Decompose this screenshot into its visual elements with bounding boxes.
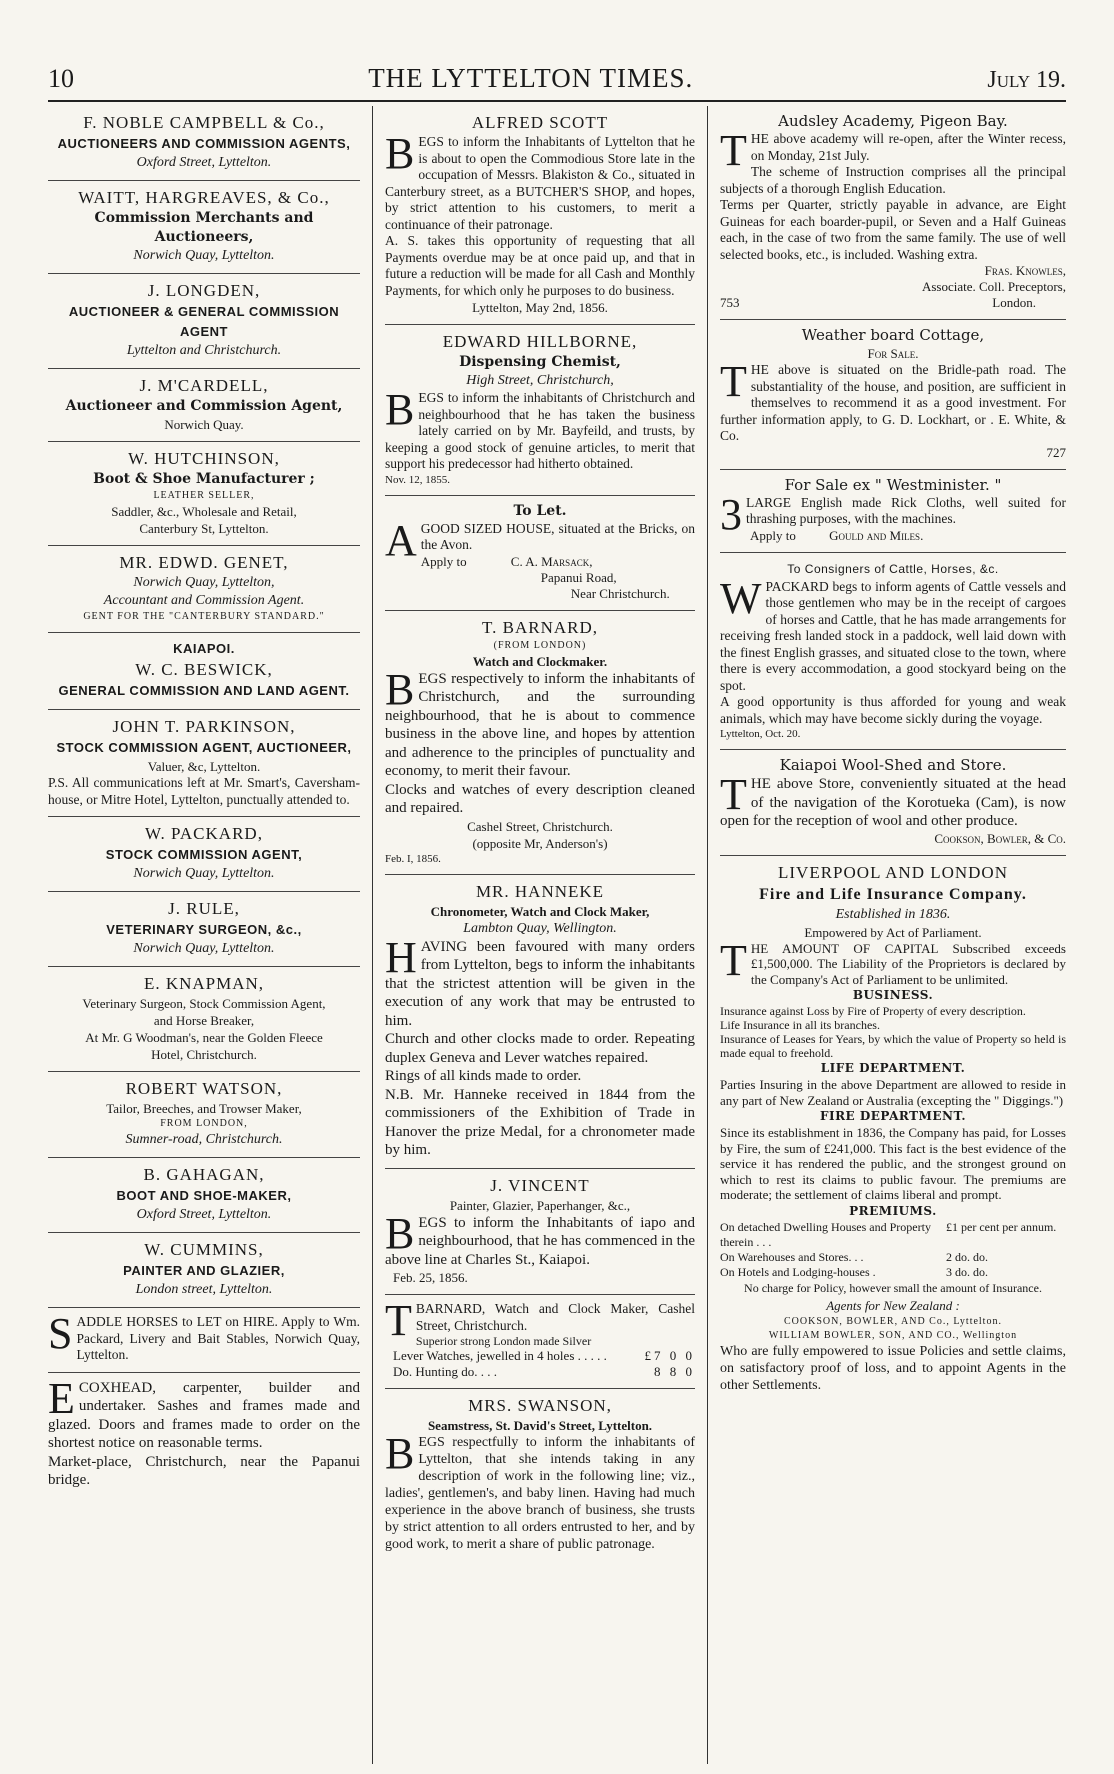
- section-heading: FIRE DEPARTMENT.: [819, 1109, 967, 1123]
- ad-trade: VETERINARY SURGEON, &c.,: [106, 922, 302, 937]
- ad-address: Canterbury St, Lyttelton.: [139, 521, 269, 536]
- drop-cap: T: [385, 1296, 412, 1345]
- ad-name: J. M'CARDELL,: [139, 376, 269, 395]
- page-number: 10: [48, 64, 74, 93]
- column-2: [373, 106, 708, 1764]
- ad-address: Norwich Quay, Lyttelton,: [133, 575, 275, 590]
- ad-body: Since its establishment in 1836, the Company has paid, for Losses by Fire, the sum of £241,000. This fact is the best evidence of the service it has rendered the public, and the strongest ground on which to rest its claims to public favour. The premiums are moderate; the settlement of claims liberal and prompt.: [720, 1125, 1066, 1202]
- ad-cottage: [720, 320, 1066, 470]
- ad-name: F. NOBLE CAMPBELL & Co.,: [83, 113, 325, 132]
- ad-address: Sumner-road, Christchurch.: [125, 1132, 283, 1147]
- price-value: £7 0 0: [644, 1348, 695, 1363]
- ad-body: Insurance against Loss by Fire of Property of every description.: [720, 1004, 1026, 1018]
- price-item: Lever Watches, jewelled in 4 holes . . . . .: [393, 1348, 607, 1363]
- ad-line: Empowered by Act of Parliament.: [804, 924, 982, 940]
- ad-address: London street, Lyttelton.: [135, 1282, 273, 1297]
- ad-name: WAITT, HARGREAVES, & Co.,: [78, 188, 330, 207]
- ad-date: Feb. 25, 1856.: [393, 1270, 468, 1285]
- ad-name: ROBERT WATSON,: [125, 1079, 283, 1098]
- ad-agents-title: Agents for New Zealand :: [826, 1297, 960, 1313]
- ad-contact-line: Gould and Miles.: [829, 527, 924, 543]
- ad-address: High Street, Christchurch,: [466, 373, 614, 388]
- ad-name: JOHN T. PARKINSON,: [112, 717, 296, 736]
- section-heading: BUSINESS.: [852, 988, 934, 1002]
- ad-insurance: [720, 856, 1066, 1402]
- ad-body: The scheme of Instruction comprises all the principal subjects of a thorough English Education.: [720, 164, 1066, 196]
- ad-name: J. VINCENT: [490, 1175, 590, 1195]
- premium-row: [720, 1265, 1066, 1280]
- ad-name: E. KNAPMAN,: [143, 974, 265, 993]
- ad-date: Lyttelton, May 2nd, 1856.: [472, 300, 608, 315]
- ad-address: Norwich Quay, Lyttelton.: [133, 941, 275, 956]
- ad-contact-line: Near Christchurch.: [570, 585, 670, 601]
- ad-signature: Fras. Knowles,: [984, 263, 1066, 278]
- drop-cap: T: [720, 126, 747, 175]
- drop-cap: W: [720, 573, 762, 623]
- ad-trade: GENERAL COMMISSION AND LAND AGENT.: [58, 683, 350, 698]
- ad-barnard: [385, 611, 695, 875]
- ad-number: 753: [720, 295, 740, 310]
- ad-trade: Chronometer, Watch and Clock Maker,: [430, 903, 650, 919]
- ad-agent: WILLIAM BOWLER, SON, AND CO., Wellington: [768, 1329, 1018, 1341]
- ad-signature: London.: [992, 295, 1036, 310]
- premium-row: [720, 1220, 1066, 1250]
- ad-name: W. HUTCHINSON,: [128, 449, 280, 468]
- ad-woolshed: [720, 750, 1066, 856]
- ad-trade: Accountant and Commission Agent.: [103, 593, 305, 608]
- ad-address: Oxford Street, Lyttelton.: [136, 155, 272, 170]
- ad-body: Insurance of Leases for Years, by which the value of Property so held is made equal to freehold.: [720, 1032, 1066, 1060]
- ad-subtitle: For Sale.: [867, 346, 919, 361]
- price-row: [385, 1364, 695, 1380]
- ad-title: To Consigners of Cattle, Horses, &c.: [787, 561, 999, 576]
- ad-agent: COOKSON, BOWLER, AND Co., Lyttelton.: [784, 1315, 1002, 1327]
- ad-rule: [48, 892, 360, 967]
- ad-body: A. S. takes this opportunity of requesting that all Payments overdue may be at once paid up, and that in future a reduction will be made for all Cash and Monthly Payments, for which only he purposes to do business.: [385, 233, 695, 298]
- ad-waitt: [48, 181, 360, 274]
- ad-contact: [421, 554, 695, 602]
- ad-to-let: [385, 496, 695, 611]
- ad-line: No charge for Policy, however small the amount of Insurance.: [744, 1280, 1042, 1295]
- ad-body: HE AMOUNT OF CAPITAL Subscribed exceeds £1,500,000. The Liability of the Proprietors is declared by the Company's Act of Parliament to be unlimited.: [750, 940, 1066, 987]
- ad-body: A good opportunity is thus afforded for young and weak animals, which may have become sickly during the voyage.: [720, 694, 1066, 726]
- ad-body: Parties Insuring in the above Department are allowed to reside in any part of New Zealand or Australia (excepting the " Diggings."): [720, 1077, 1066, 1108]
- ad-cummins: [48, 1233, 360, 1308]
- ad-trade: STOCK COMMISSION AGENT,: [105, 847, 303, 862]
- masthead-rule: [48, 100, 1066, 102]
- ad-body: COXHEAD, carpenter, builder and undertaker. Sashes and frames made and glazed. Doors and frames made to order on the shortest notice on reasonable terms.: [48, 1379, 360, 1451]
- drop-cap: H: [385, 932, 417, 982]
- ad-name: ALFRED SCOTT: [471, 113, 609, 132]
- ad-line: FROM LONDON,: [160, 1118, 248, 1129]
- ad-body: Rings of all kinds made to order.: [385, 1068, 582, 1084]
- price-item: Do. Hunting do. . . .: [393, 1364, 497, 1379]
- ad-body: EGS respectfully to inform the inhabitants of Lyttelton, that she intends taking in any description of work in the following line; viz., ladies', gentlemen's, and baby linen. Having had much experience in the above branch of business, she trusts by strict attention to all orders entrusted to her, and by good work, to merit a share of public patronage.: [385, 1435, 695, 1552]
- ad-hutchinson: [48, 442, 360, 546]
- drop-cap: B: [385, 1208, 415, 1258]
- ad-line: Superior strong London made Silver: [415, 1334, 592, 1348]
- ad-signature: Cookson, Bowler, & Co.: [934, 830, 1066, 846]
- ad-hillborne: [385, 325, 695, 496]
- issue-date: July 19.: [987, 67, 1066, 93]
- ad-line: Saddler, &c., Wholesale and Retail,: [111, 504, 297, 519]
- ad-line: GENT FOR THE "CANTERBURY STANDARD.": [83, 611, 325, 622]
- ad-trade: AUCTIONEERS AND COMMISSION AGENTS,: [57, 136, 351, 151]
- ad-campbell: [48, 106, 360, 181]
- ad-body: HE above Store, conveniently situated at the head of the navigation of the Korotueka (Cam), is now open for the reception of wool and other produce.: [720, 776, 1066, 829]
- ad-trade: Tailor, Breeches, and Trowser Maker,: [106, 1101, 302, 1116]
- ad-trade: Veterinary Surgeon, Stock Commission Agent,: [82, 996, 326, 1011]
- ad-gahagan: [48, 1158, 360, 1233]
- ad-title: For Sale ex " Westminister. ": [784, 475, 1002, 494]
- drop-cap: T: [720, 357, 747, 406]
- ad-footer: [720, 295, 1066, 311]
- drop-cap: E: [48, 1373, 75, 1423]
- ad-apply: Apply to: [750, 527, 796, 543]
- ad-body: BARNARD, Watch and Clock Maker, Cashel Street, Christchurch.: [415, 1301, 695, 1333]
- ad-apply: Apply to: [420, 553, 467, 569]
- ad-trade: STOCK COMMISSION AGENT, AUCTIONEER,: [56, 740, 352, 755]
- newspaper-title: THE LYTTELTON TIMES.: [368, 63, 694, 93]
- ad-watson: [48, 1072, 360, 1158]
- ad-westminster: [720, 470, 1066, 553]
- ad-contact: [720, 528, 1066, 544]
- ad-trade: and Horse Breaker,: [153, 1013, 255, 1028]
- ad-line: (FROM LONDON): [493, 639, 587, 651]
- ad-name: B. GAHAGAN,: [143, 1165, 265, 1184]
- ad-body: Church and other clocks made to order. Repeating duplex Geneva and Lever watches repaired.: [385, 1031, 695, 1066]
- ad-signature: Associate. Coll. Preceptors,: [921, 279, 1066, 294]
- ad-coxhead: [48, 1373, 360, 1498]
- ad-body: AVING been favoured with many orders from Lyttelton, begs to inform the inhabitants that the strictest attention will be given in the execution of any work that may be entrusted to him.: [385, 938, 695, 1029]
- ad-line: LEATHER SELLER,: [153, 490, 255, 501]
- ad-name: J. RULE,: [168, 899, 240, 918]
- ad-parkinson: [48, 710, 360, 817]
- premium-rate: £1 per cent per annum.: [946, 1219, 1057, 1234]
- ad-body: Clocks and watches of every description cleaned and repaired.: [385, 781, 695, 816]
- ad-genet: [48, 546, 360, 633]
- drop-cap: B: [385, 129, 415, 178]
- drop-cap: T: [720, 770, 747, 819]
- ad-name: MR. EDWD. GENET,: [119, 553, 289, 572]
- ad-mccardell: [48, 369, 360, 442]
- ad-packard: [48, 817, 360, 892]
- ad-name: W. PACKARD,: [145, 824, 263, 843]
- ad-address: Norwich Quay, Lyttelton.: [133, 866, 275, 881]
- ad-address: Lyttelton and Christchurch.: [126, 343, 282, 358]
- ad-address: At Mr. G Woodman's, near the Golden Fleece: [85, 1030, 323, 1045]
- ad-scott: [385, 106, 695, 325]
- ad-place: KAIAPOI.: [173, 641, 235, 656]
- ad-address: Hotel, Christchurch.: [151, 1047, 257, 1062]
- ad-name: MR. HANNEKE: [475, 881, 605, 901]
- drop-cap: B: [385, 385, 415, 434]
- ad-address: Oxford Street, Lyttelton.: [136, 1207, 272, 1222]
- ad-beswick: [48, 633, 360, 710]
- ad-name: W. CUMMINS,: [144, 1240, 264, 1259]
- ad-address: Market-place, Christchurch, near the Papanui bridge.: [48, 1453, 360, 1488]
- ad-address: Cashel Street, Christchurch.: [467, 818, 613, 834]
- column-1: [48, 106, 373, 1764]
- ad-contact-line: Papanui Road,: [540, 569, 617, 585]
- price-row: [385, 1348, 695, 1364]
- drop-cap: S: [48, 1309, 73, 1358]
- columns: [48, 106, 1066, 1764]
- ad-trade: Watch and Clockmaker.: [472, 653, 608, 669]
- ad-body: Terms per Quarter, strictly payable in advance, are Eight Guineas for each boarder-pupil, or Seven and a Half Guineas each, in the case of two from the same family. The use of well selected books, etc., is included. Washing extra.: [720, 197, 1066, 262]
- ad-trade: Painter, Glazier, Paperhanger, &c.,: [449, 1197, 631, 1213]
- ad-date: Nov. 12, 1855.: [385, 473, 450, 486]
- ad-saddle-horses: [48, 1308, 360, 1373]
- drop-cap: 3: [720, 489, 742, 539]
- ad-title: Kaiapoi Wool-Shed and Store.: [779, 756, 1007, 774]
- drop-cap: B: [385, 1429, 415, 1478]
- drop-cap: A: [385, 515, 417, 565]
- premium-row: [720, 1250, 1066, 1265]
- ad-trade: Seamstress, St. David's Street, Lyttelton.: [427, 1418, 653, 1433]
- ad-trade: BOOT AND SHOE-MAKER,: [116, 1188, 292, 1203]
- ad-address: Norwich Quay, Lyttelton.: [133, 248, 275, 263]
- ad-body: Life Insurance in all its branches.: [720, 1018, 880, 1032]
- column-3: [708, 106, 1066, 1764]
- ad-name: EDWARD HILLBORNE,: [442, 332, 638, 351]
- ad-address: (opposite Mr, Anderson's): [472, 835, 608, 851]
- premium-item: On detached Dwelling Houses and Property therein . . .: [720, 1219, 931, 1249]
- ad-title: Fire and Life Insurance Company.: [759, 885, 1027, 903]
- ad-body: HE above is situated on the Bridle-path road. The substantiality of the house, and position, are sufficient in themselves to recommend it as a good investment. For further information apply, to G. D. Lockhart, or . E. White, & Co.: [720, 362, 1066, 443]
- price-value: 8 8 0: [654, 1364, 695, 1379]
- ad-line: Valuer, &c, Lyttelton.: [147, 759, 261, 774]
- ad-barnard-watches: [385, 1295, 695, 1389]
- ad-trade: AUCTIONEER & GENERAL COMMISSION AGENT: [68, 304, 340, 339]
- ad-name: T. BARNARD,: [482, 617, 598, 637]
- ad-title: LIVERPOOL AND LONDON: [778, 862, 1008, 882]
- ad-hanneke: [385, 875, 695, 1169]
- ad-body: ADDLE HORSES to LET on HIRE. Apply to Wm. Packard, Livery and Bait Stables, Norwich Quay, Lyttelton.: [76, 1314, 360, 1362]
- ad-established: Established in 1836.: [835, 906, 951, 922]
- ad-date: Lyttelton, Oct. 20.: [720, 728, 801, 740]
- ad-name: W. C. BESWICK,: [135, 660, 273, 679]
- ad-trade: Auctioneer and Commission Agent,: [65, 398, 343, 414]
- ad-vincent: [385, 1169, 695, 1296]
- ad-body: P.S. All communications left at Mr. Smart's, Caversham-house, or Mitre Hotel, Lyttelton, punctually attended to.: [48, 775, 360, 807]
- ad-address: Lambton Quay, Wellington.: [463, 920, 617, 936]
- ad-trade: PAINTER AND GLAZIER,: [123, 1263, 285, 1278]
- ad-body: LARGE English made Rick Cloths, well suited for thrashing purposes, with the machines.: [746, 494, 1066, 526]
- ad-body: GOOD SIZED HOUSE, situated at the Bricks, on the Avon.: [420, 520, 695, 552]
- ad-body: PACKARD begs to inform agents of Cattle vessels and those gentlemen who may be in the receipt of cargoes of horses and Cattle, that he has made arrangements for receiving fresh landed stock in a paddock, well laid down with the finest English grasses, and situated close to the town, where there is every accommodation, a good stockyard being on the spot.: [720, 578, 1066, 693]
- ad-trade: Commission Merchants and Auctioneers,: [94, 210, 314, 245]
- ad-consigners: [720, 553, 1066, 751]
- ad-address: Norwich Quay.: [164, 417, 244, 432]
- ad-body: EGS respectively to inform the inhabitants of Christchurch, and the surrounding neighbourhood, that he is about to commence business in the above line, and hopes by attention and adherence to the principles of punctuality and economy, to merit their favour.: [385, 670, 695, 779]
- ad-title: Audsley Academy, Pigeon Bay.: [778, 112, 1008, 130]
- premium-item: On Warehouses and Stores. . .: [720, 1249, 864, 1264]
- ad-trade: Dispensing Chemist,: [459, 354, 621, 370]
- premium-item: On Hotels and Lodging-houses .: [720, 1264, 876, 1279]
- section-heading: LIFE DEPARTMENT.: [820, 1061, 966, 1075]
- drop-cap: T: [720, 935, 747, 985]
- ad-date: Feb. I, 1856.: [385, 852, 441, 865]
- ad-title: Weather board Cottage,: [801, 326, 985, 344]
- ad-title: To Let.: [513, 502, 567, 519]
- section-heading: PREMIUMS.: [849, 1203, 937, 1218]
- ad-body: EGS to inform the inhabitants of Christchurch and neighbourhood that he has taken the business lately carried on by Mr. Bayfeild, and trusts, by keeping a good stock of genuine articles, to merit that support his predecessor had hitherto obtained.: [385, 390, 695, 471]
- ad-body: N.B. Mr. Hanneke received in 1844 from the commissioners of the Exhibition of Trade in Hanover the prize Medal, for a chronometer made by him.: [385, 1086, 695, 1158]
- ad-name: J. LONGDEN,: [147, 281, 261, 300]
- drop-cap: B: [385, 664, 415, 714]
- premium-rate: 2 do. do.: [946, 1249, 988, 1264]
- ad-audsley-academy: [720, 106, 1066, 320]
- masthead: [48, 58, 1066, 94]
- premium-rate: 3 do. do.: [946, 1264, 988, 1279]
- ad-longden: [48, 274, 360, 369]
- ad-body: Who are fully empowered to issue Policies and settle claims, on satisfactory proof of loss, and to appoint Agents in the other Settlements.: [720, 1343, 1066, 1393]
- ad-trade: Boot & Shoe Manufacturer ;: [93, 471, 315, 487]
- ad-name: MRS. SWANSON,: [468, 1396, 612, 1415]
- ad-body: EGS to inform the Inhabitants of Lyttelton that he is about to open the Commodious Store late in the occupation of Messrs. Blakiston & Co., situated in Canterbury street, as a BUTCHER'S SHOP, and hopes, by strict attention to his customers, to merit a continuance of their patronage.: [385, 134, 695, 232]
- ad-knapman: [48, 967, 360, 1072]
- ad-body: HE above academy will re-open, after the Winter recess, on Monday, 21st July.: [750, 131, 1066, 163]
- ad-body: EGS to inform the Inhabitants of iapo and neighbourhood, that he has commenced in the above line at Charles St., Kaiapoi.: [385, 1214, 695, 1268]
- ad-contact-line: C. A. Marsack,: [510, 553, 593, 569]
- ad-number: 727: [1046, 444, 1066, 460]
- ad-swanson: [385, 1389, 695, 1561]
